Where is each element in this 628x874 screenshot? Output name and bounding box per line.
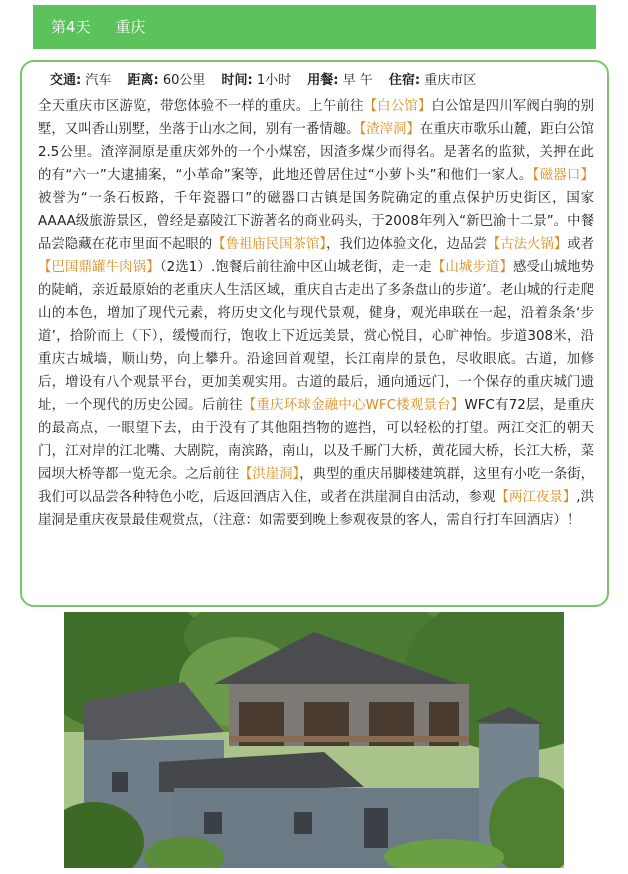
description-text: ，我们边体验文化，边品尝 [326,237,487,252]
highlight-bai-gongguan: 【白公馆】 [363,99,432,114]
highlight-zhazidong: 【渣滓洞】 [359,122,420,137]
day-title: 重庆 [115,18,146,36]
itinerary-description [38,95,594,532]
highlight-hongyadong: 【洪崖洞】 [238,467,300,482]
description-text: 被誉为“一条石板路，千年瓷器口”的磁器口古镇是国务院确定的重点保护历史街区，国家AAAA级旅游景区，曾经是嘉陵江下游著名的商业码头，于2008年列入“新巴渝十二景”。中餐品尝隐藏在花市里面不起眼的 [38,191,594,252]
highlight-hotpot: 【古法火锅】 [486,237,568,252]
meal-label: 用餐: [307,73,339,88]
description-text: ,洪崖洞是重庆夜景最佳观赏点，（注意：如需要到晚上参观夜景的客人，需自行打车回酒店）！ [38,490,595,528]
highlight-beef-pot: 【巴国鼎罐牛肉锅】 [38,260,160,275]
day-number: 第4天 [51,18,91,36]
description-text: （2选1）.饱餐后前往渝中区山城老街，走一走 [159,260,432,275]
day-header [33,5,596,49]
mansion-photo [64,612,564,868]
mansion-illustration [64,612,564,868]
time-value: 1小时 [256,73,292,88]
description-text: 白公馆是四川军阀白驹的别墅，又叫香山别墅，坐落于山水之间，别有一番情趣。 [38,99,595,137]
description-text: 或者 [567,237,595,252]
highlight-mountain-path: 【山城步道】 [431,260,513,275]
meal-value: 早 午 [342,73,373,88]
transport-label: 交通: [50,73,82,88]
time-label: 时间: [221,73,253,88]
description-text: ，典型的重庆吊脚楼建筑群，这里有小吃一条街，我们可以品尝各种特色小吃，后返回酒店入住，或者在洪崖洞自由活动，参观 [38,467,595,505]
highlight-teahouse: 【鲁祖庙民国茶馆】 [212,237,327,252]
description-text: 在重庆市歌乐山麓，距白公馆2.5公里。渣滓洞原是重庆郊外的一个小煤窑，因渣多煤少而得名。是著名的监狱，关押在此的有“六一”大逮捕案，“小革命”案等，此地还曾居住过“小萝卜头”和他们一家人。 [38,122,595,183]
itinerary-card [20,60,609,607]
distance-label: 距离: [127,73,159,88]
stay-value: 重庆市区 [424,73,477,88]
stay-label: 住宿: [388,73,421,88]
description-text: 全天重庆市区游览，带您体验不一样的重庆。上午前往 [38,99,364,114]
description-text: 感受山城地势的陡峭，亲近最原始的老重庆人生活区域，重庆自古走出了多条盘山的步道’。老山城的行走爬山的本色，增加了现代元素，将历史文化与现代景观，健身，观光串联在一起，沿着条条‘步道’，拾阶而上（下），缓慢而行，饱收上下近远美景，赏心悦目，心旷神怡。步道308米，沿重庆古城墙，顺山势，向上攀升。沿途回首观望，长江南岸的景色，尽收眼底。古道，加修后，增设有八个观景平台，更加美观实用。古道的最后，通向通远门，一个保存的重庆城门遗址，一个现代的历史公园。后前往 [38,260,595,413]
highlight-night-view: 【两江夜景】 [495,490,577,505]
info-row [50,69,488,88]
highlight-ciqikou: 【磁器口】 [532,168,594,183]
highlight-wfc-deck: 【重庆环球金融中心WFC楼观景台】 [242,398,465,413]
transport-value: 汽车 [85,73,112,88]
distance-value: 60公里 [162,73,206,88]
description-text: WFC有72层，是重庆的最高点，一眼望下去，由于没有了其他阻挡物的遮挡，可以轻松的打望。两江交汇的朝天门，江对岸的江北嘴、大剧院，南滨路，南山，以及千厮门大桥，黄花园大桥，长江大桥，菜园坝大桥等都一览无余。之后前往 [38,398,594,482]
